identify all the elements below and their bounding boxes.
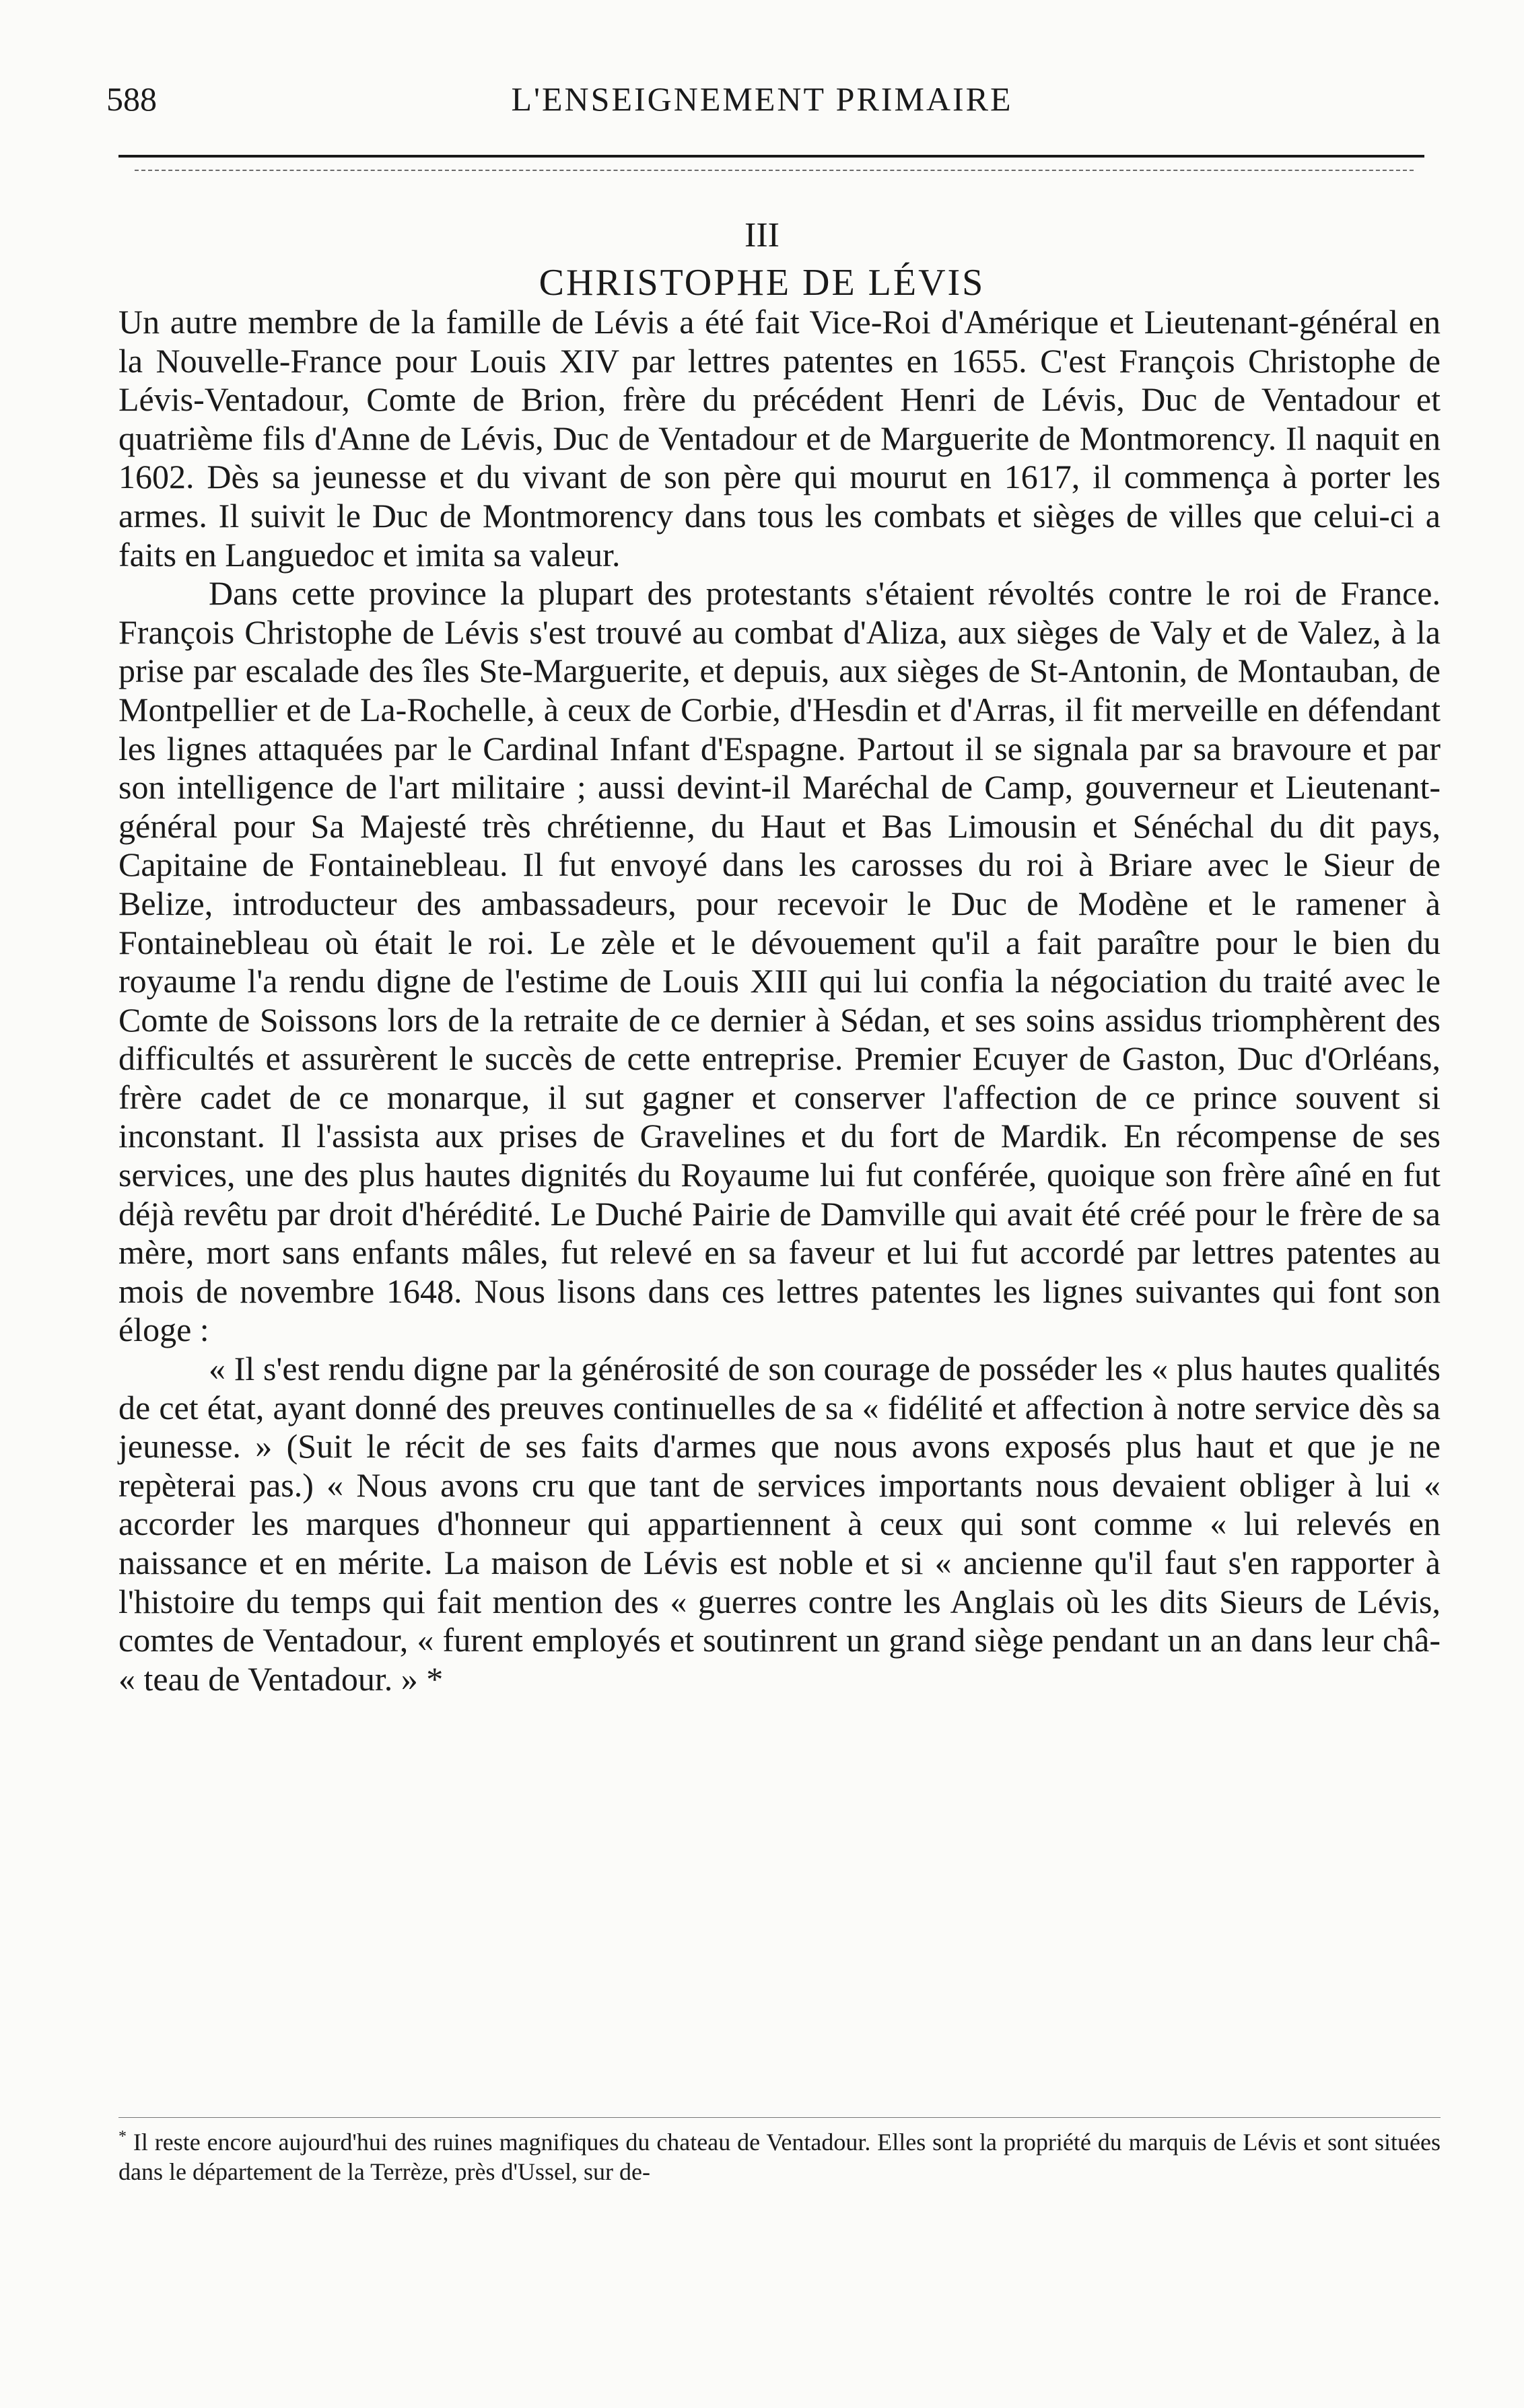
footnote-rule: [118, 2117, 1441, 2118]
chapter-title: CHRISTOPHE DE LÉVIS: [539, 262, 985, 304]
page-header: [0, 79, 1524, 133]
footnote-text: Il reste encore aujourd'hui des ruines magnifiques du chateau de Ventadour. Elles sont la propriété du marquis de Lévis et sont situées dans le département de la Terrèze, près d'Ussel, sur de-: [118, 2129, 1441, 2185]
section-number: III: [744, 216, 780, 254]
running-head: L'ENSEIGNEMENT PRIMAIRE: [511, 80, 1013, 118]
header-rule-dashed: [135, 170, 1414, 171]
header-rule: [118, 155, 1424, 158]
quotation-paragraph: « Il s'est rendu digne par la générosité de son courage de posséder les « plus hautes qualités de cet état, ayant donné des preuves continuelles de sa « fidélité et affection à notre service dès sa jeunesse. » (Suit le récit de ses faits d'armes que nous avons exposés plus haut et que je ne repèterai pas.) « Nous avons cru que tant de services importants nous devaient obliger à lui « accorder les marques d'honneur qui appartiennent à ceux qui sont comme « lui relevés en naissance et en mérite. La maison de Lévis est noble et si « ancienne qu'il faut s'en rapporter à l'histoire du temps qui fait mention des « guerres contre les Anglais où les dits Sieurs de Lévis, comtes de Ventadour, « furent employés et soutinrent un grand siège pendant un an dans leur châ- « teau de Ventadour. » *: [118, 1350, 1441, 1698]
footnote-mark: *: [118, 2128, 127, 2145]
footnote: [118, 2122, 1441, 2187]
paragraph-2: Dans cette province la plupart des protestants s'étaient révoltés contre le roi de France. François Christophe de Lévis s'est trouvé au combat d'Aliza, aux sièges de Valy et de Valez, à la prise par escalade des îles Ste-Marguerite, et depuis, aux sièges de St-Antonin, de Montauban, de Montpellier et de La-Rochelle, à ceux de Corbie, d'Hesdin et d'Arras, il fit merveille en défendant les lignes attaquées par le Cardinal Infant d'Espagne. Partout il se signala par sa bravoure et par son intelligence de l'art militaire ; aussi devint-il Maréchal de Camp, gouverneur et Lieutenant-général pour Sa Majesté très chrétienne, du Haut et Bas Limousin et Sénéchal du dit pays, Capitaine de Fontainebleau. Il fut envoyé dans les carosses du roi à Briare avec le Sieur de Belize, introducteur des ambassadeurs, pour recevoir le Duc de Modène et le ramener à Fontainebleau où était le roi. Le zèle et le dévouement qu'il a fait paraître pour le bien du royaume l'a rendu digne de l'estime de Louis XIII qui lui confia la négociation du traité avec le Comte de Soissons lors de la retraite de ce dernier à Sédan, et ses soins assidus triomphèrent des difficultés et assurèrent le succès de cette entreprise. Premier Ecuyer de Gaston, Duc d'Orléans, frère cadet de ce monarque, il sut gagner et conserver l'affection de ce prince souvent si inconstant. Il l'assista aux prises de Gravelines et du fort de Mardik. En récompense de ses services, une des plus hautes dignités du Royaume lui fut conférée, quoique son frère aîné en fut déjà revêtu par droit d'hérédité. Le Duché Pairie de Damville qui avait été créé pour le frère de sa mère, mort sans enfants mâles, fut relevé en sa faveur et lui fut accordé par lettres patentes au mois de novembre 1648. Nous lisons dans ces lettres patentes les lignes suivantes qui font son éloge :: [118, 574, 1441, 1349]
page-number: 588: [106, 80, 157, 118]
body-text: [118, 303, 1441, 1698]
paragraph-1: Un autre membre de la famille de Lévis a été fait Vice-Roi d'Amérique et Lieutenant-général en la Nouvelle-France pour Louis XIV par lettres patentes en 1655. C'est François Christophe de Lévis-Ventadour, Comte de Brion, frère du précédent Henri de Lévis, Duc de Ventadour et quatrième fils d'Anne de Lévis, Duc de Ventadour et de Marguerite de Montmorency. Il naquit en 1602. Dès sa jeunesse et du vivant de son père qui mourut en 1617, il commença à porter les armes. Il suivit le Duc de Montmorency dans tous les combats et sièges de villes que celui-ci a faits en Languedoc et imita sa valeur.: [118, 303, 1441, 574]
